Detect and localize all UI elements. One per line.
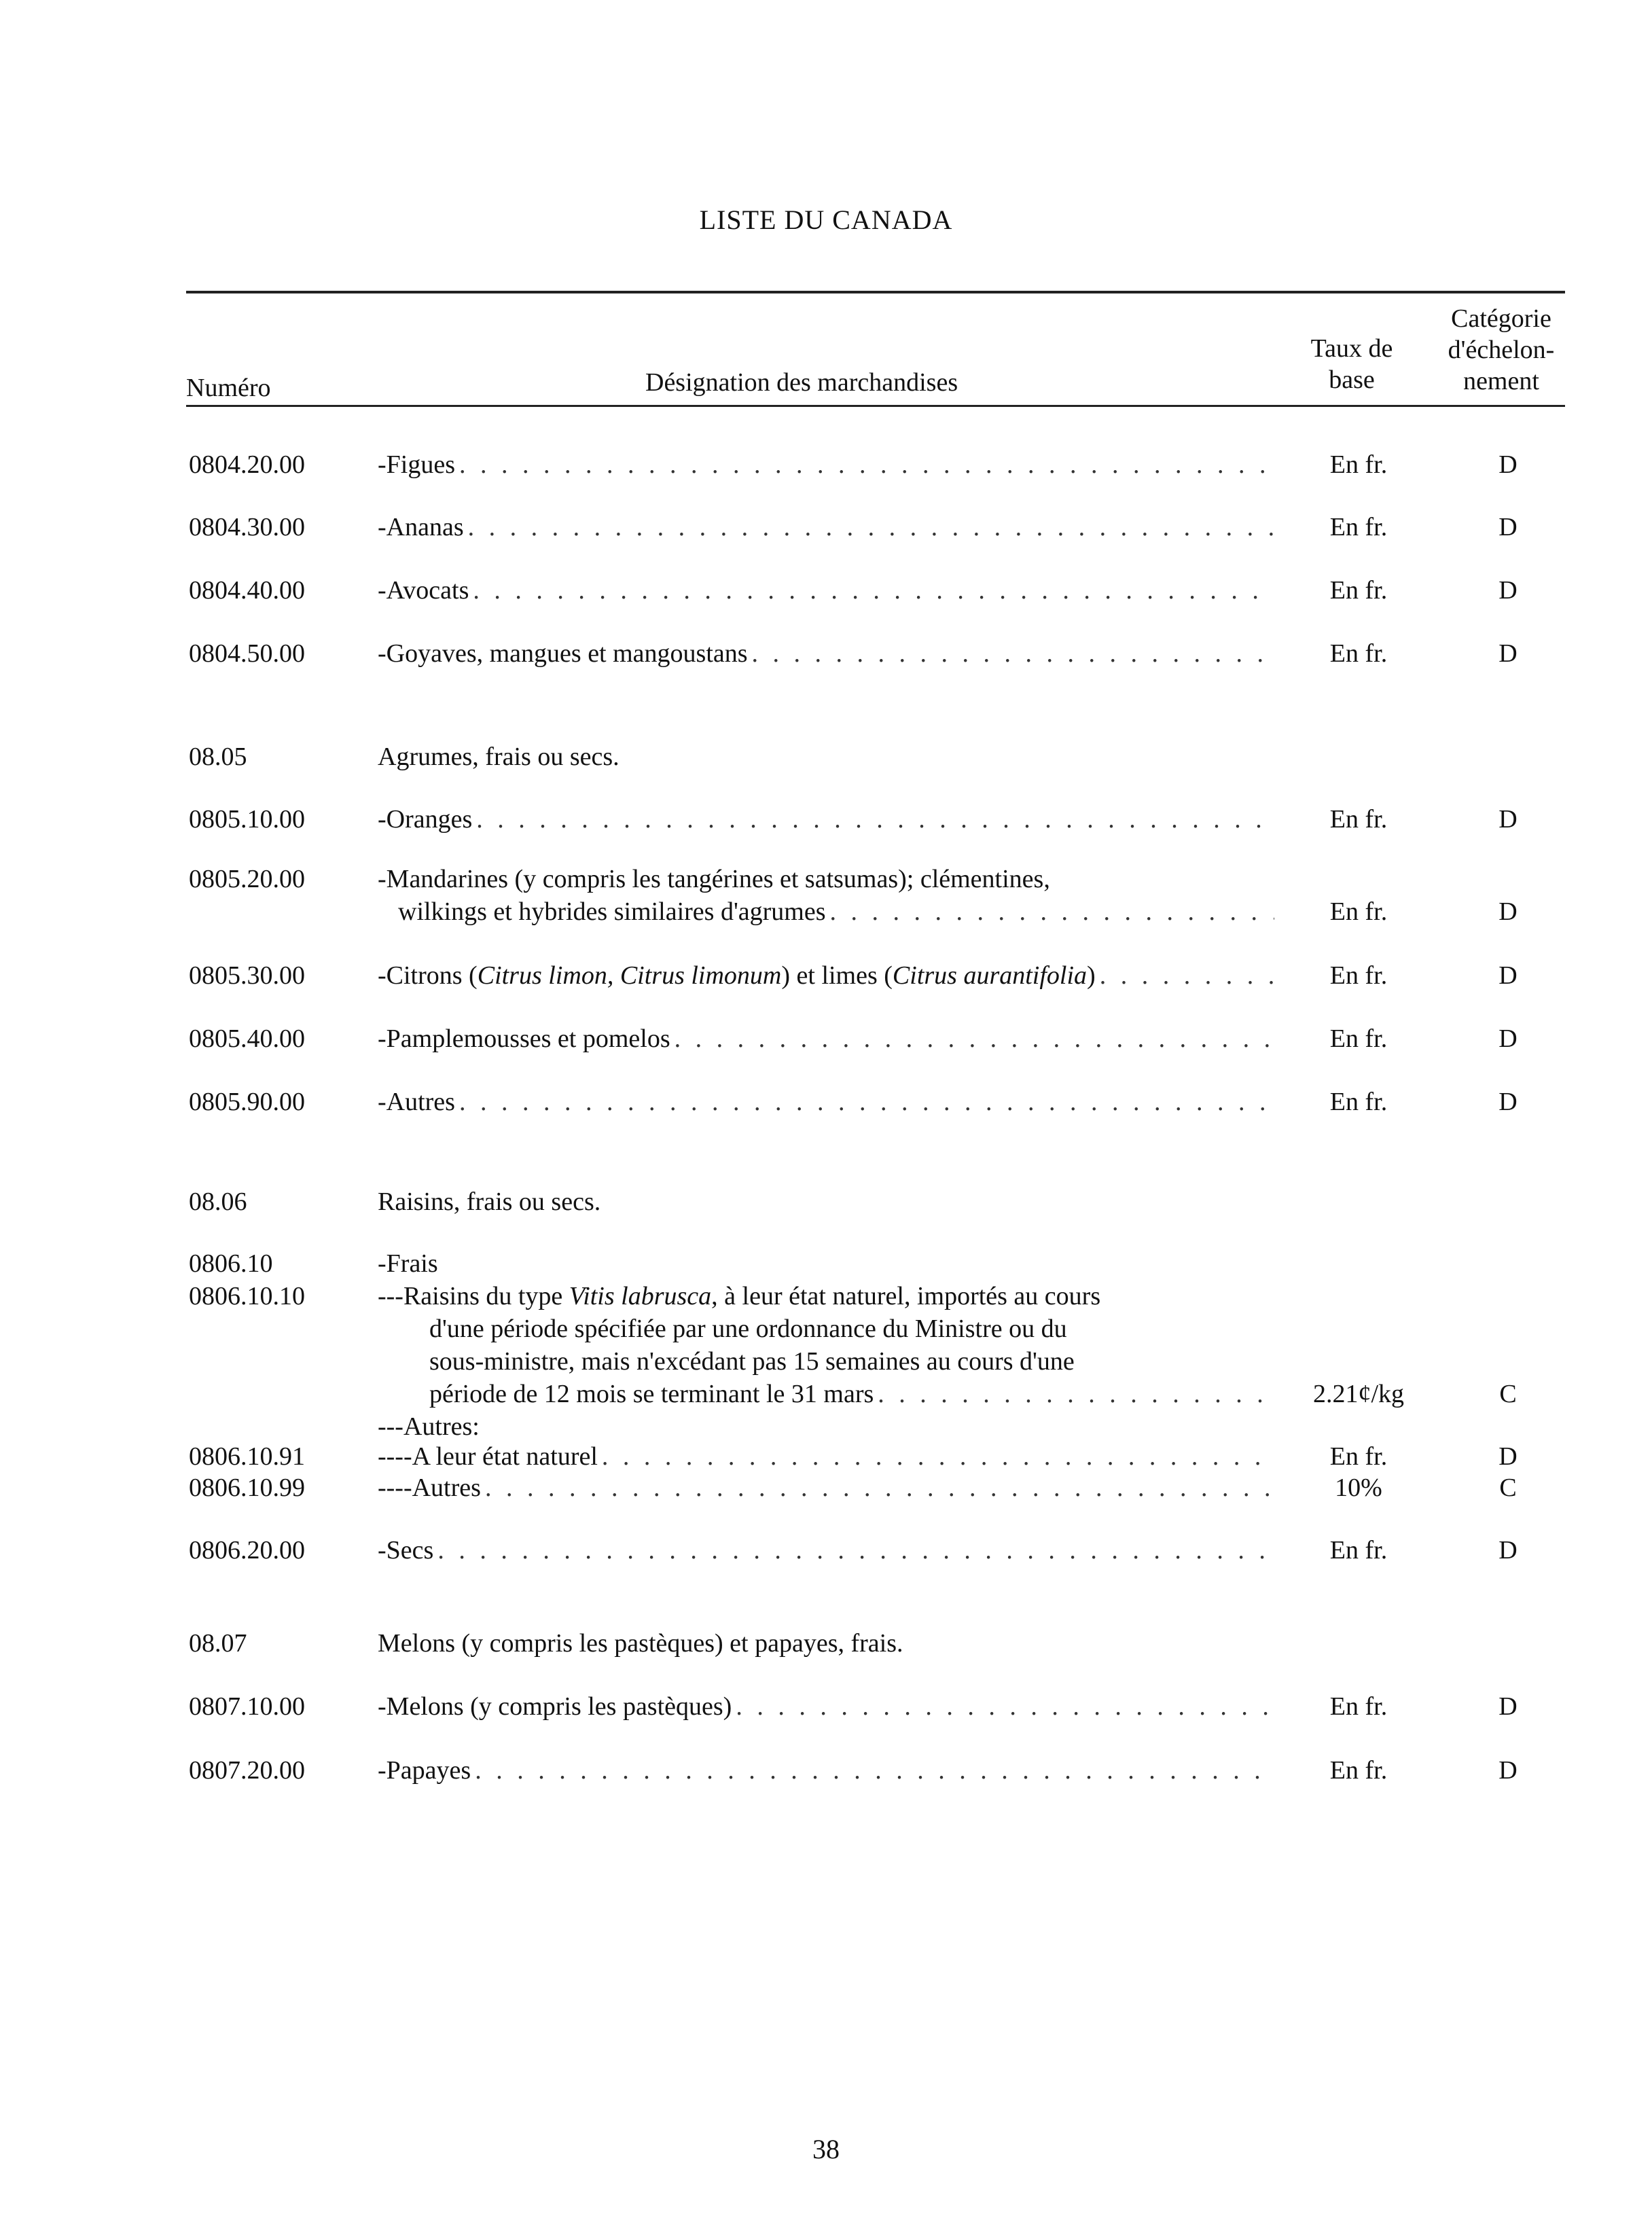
page-number: 38 — [812, 2134, 840, 2164]
row-number: 0807.20.00 — [189, 1756, 305, 1785]
row-number: 0804.40.00 — [189, 576, 305, 605]
designation-part: ---Raisins du type — [378, 1282, 569, 1310]
row-taux: En fr. — [1329, 961, 1388, 990]
row-taux: En fr. — [1329, 805, 1388, 834]
row-taux: En fr. — [1329, 450, 1388, 479]
row-taux: En fr. — [1329, 897, 1388, 926]
section-title: Raisins, frais ou secs. — [378, 1188, 601, 1216]
designation-part: ) et limes ( — [781, 961, 893, 990]
section-number: 08.07 — [189, 1629, 247, 1658]
leader-dots — [485, 1471, 1274, 1504]
row-designation-line2: wilkings et hybrides similaires d'agrumes — [398, 897, 826, 926]
row-categorie: D — [1498, 1692, 1518, 1721]
row-designation — [378, 959, 1096, 992]
designation-italic: Citrus aurantifolia — [892, 961, 1088, 990]
section-number: 08.06 — [189, 1188, 247, 1216]
row-designation: -Secs — [378, 1536, 434, 1565]
row-number: 0806.20.00 — [189, 1536, 305, 1565]
leader-dots — [878, 1378, 1274, 1410]
row-number: 0805.40.00 — [189, 1024, 305, 1053]
header-numero: Numéro — [186, 374, 271, 402]
section-title: Agrumes, frais ou secs. — [378, 743, 620, 771]
row-number: 0806.10.10 — [189, 1282, 305, 1310]
row-designation: ---Autres: — [378, 1412, 480, 1441]
row-number: 0806.10.91 — [189, 1442, 305, 1471]
row-designation-line2: d'une période spécifiée par une ordonnance du Ministre ou du — [429, 1315, 1067, 1343]
row-categorie: D — [1498, 1756, 1518, 1785]
header-taux-line2: base — [1329, 365, 1375, 394]
row-number: 0805.30.00 — [189, 961, 305, 990]
row-number: 0805.90.00 — [189, 1088, 305, 1116]
row-designation: -Avocats — [378, 576, 469, 605]
header-taux — [1297, 333, 1406, 395]
leader-dots — [602, 1440, 1274, 1473]
leader-dots — [830, 895, 1274, 928]
row-designation: -Melons (y compris les pastèques) — [378, 1692, 732, 1721]
row-designation: ----Autres — [378, 1474, 481, 1502]
leader-dots — [736, 1690, 1274, 1723]
row-categorie: C — [1499, 1380, 1517, 1408]
row-taux: En fr. — [1329, 639, 1388, 668]
leader-dots — [473, 574, 1274, 607]
section-number: 08.05 — [189, 743, 247, 771]
row-number: 0804.20.00 — [189, 450, 305, 479]
leader-dots — [1100, 959, 1274, 992]
designation-part: ) — [1087, 961, 1096, 990]
row-categorie: D — [1498, 450, 1518, 479]
row-categorie: D — [1498, 897, 1518, 926]
header-designation: Désignation des marchandises — [645, 368, 958, 397]
row-designation-line1: -Mandarines (y compris les tangérines et satsumas); clémentines, — [378, 865, 1050, 893]
leader-dots — [752, 637, 1274, 670]
designation-italic: Vitis labrusca — [569, 1282, 712, 1310]
row-taux: En fr. — [1329, 1088, 1388, 1116]
section-title: Melons (y compris les pastèques) et papayes, frais. — [378, 1629, 903, 1658]
header-cat-line2: d'échelon- — [1448, 336, 1555, 364]
row-categorie: D — [1498, 639, 1518, 668]
row-categorie: D — [1498, 1442, 1518, 1471]
leader-dots — [459, 448, 1274, 481]
row-number: 0804.50.00 — [189, 639, 305, 668]
row-designation: -Papayes — [378, 1756, 471, 1785]
row-categorie: D — [1498, 1088, 1518, 1116]
row-designation-line4: période de 12 mois se terminant le 31 mars — [429, 1380, 874, 1408]
leader-dots — [459, 1086, 1274, 1118]
row-designation: -Pamplemousses et pomelos — [378, 1024, 670, 1053]
row-taux: En fr. — [1329, 1442, 1388, 1471]
row-number: 0807.10.00 — [189, 1692, 305, 1721]
row-designation: -Frais — [378, 1249, 438, 1278]
row-designation: ----A leur état naturel — [378, 1442, 598, 1471]
row-number: 0805.20.00 — [189, 865, 305, 893]
leader-dots — [437, 1534, 1274, 1567]
header-bottom-rule — [186, 405, 1565, 407]
header-taux-line1: Taux de — [1310, 334, 1393, 363]
row-categorie: D — [1498, 1024, 1518, 1053]
row-designation: -Goyaves, mangues et mangoustans — [378, 639, 748, 668]
header-categorie — [1420, 303, 1583, 397]
leader-dots — [476, 803, 1274, 836]
row-designation — [378, 863, 1274, 895]
row-number: 0806.10 — [189, 1249, 273, 1278]
header-top-rule — [186, 291, 1565, 293]
row-taux: En fr. — [1329, 1536, 1388, 1565]
leader-dots — [468, 511, 1274, 543]
row-taux: En fr. — [1329, 1024, 1388, 1053]
header-cat-line1: Catégorie — [1451, 304, 1551, 333]
row-designation: -Oranges — [378, 805, 473, 834]
row-designation-line1 — [378, 1280, 1274, 1313]
row-designation: -Figues — [378, 450, 455, 479]
designation-part: , à leur état naturel, importés au cours — [711, 1282, 1101, 1310]
row-taux: En fr. — [1329, 576, 1388, 605]
row-designation: -Autres — [378, 1088, 455, 1116]
designation-italic: Citrus limon, Citrus limonum — [477, 961, 782, 990]
row-categorie: D — [1498, 1536, 1518, 1565]
row-number: 0804.30.00 — [189, 513, 305, 541]
row-taux: 2.21¢/kg — [1312, 1380, 1405, 1408]
row-designation-line3: sous-ministre, mais n'excédant pas 15 semaines au cours d'une — [429, 1347, 1075, 1376]
designation-part: -Citrons ( — [378, 961, 478, 990]
row-taux: En fr. — [1329, 1692, 1388, 1721]
row-categorie: C — [1499, 1474, 1517, 1502]
row-categorie: D — [1498, 961, 1518, 990]
row-categorie: D — [1498, 513, 1518, 541]
row-categorie: D — [1498, 576, 1518, 605]
row-taux: En fr. — [1329, 513, 1388, 541]
row-categorie: D — [1498, 805, 1518, 834]
row-taux: 10% — [1335, 1474, 1382, 1502]
row-taux: En fr. — [1329, 1756, 1388, 1785]
header-cat-line3: nement — [1463, 367, 1539, 395]
leader-dots — [675, 1022, 1274, 1055]
row-number: 0806.10.99 — [189, 1474, 305, 1502]
leader-dots — [475, 1754, 1274, 1787]
row-designation: -Ananas — [378, 513, 464, 541]
row-number: 0805.10.00 — [189, 805, 305, 834]
page-title: LISTE DU CANADA — [699, 204, 953, 235]
